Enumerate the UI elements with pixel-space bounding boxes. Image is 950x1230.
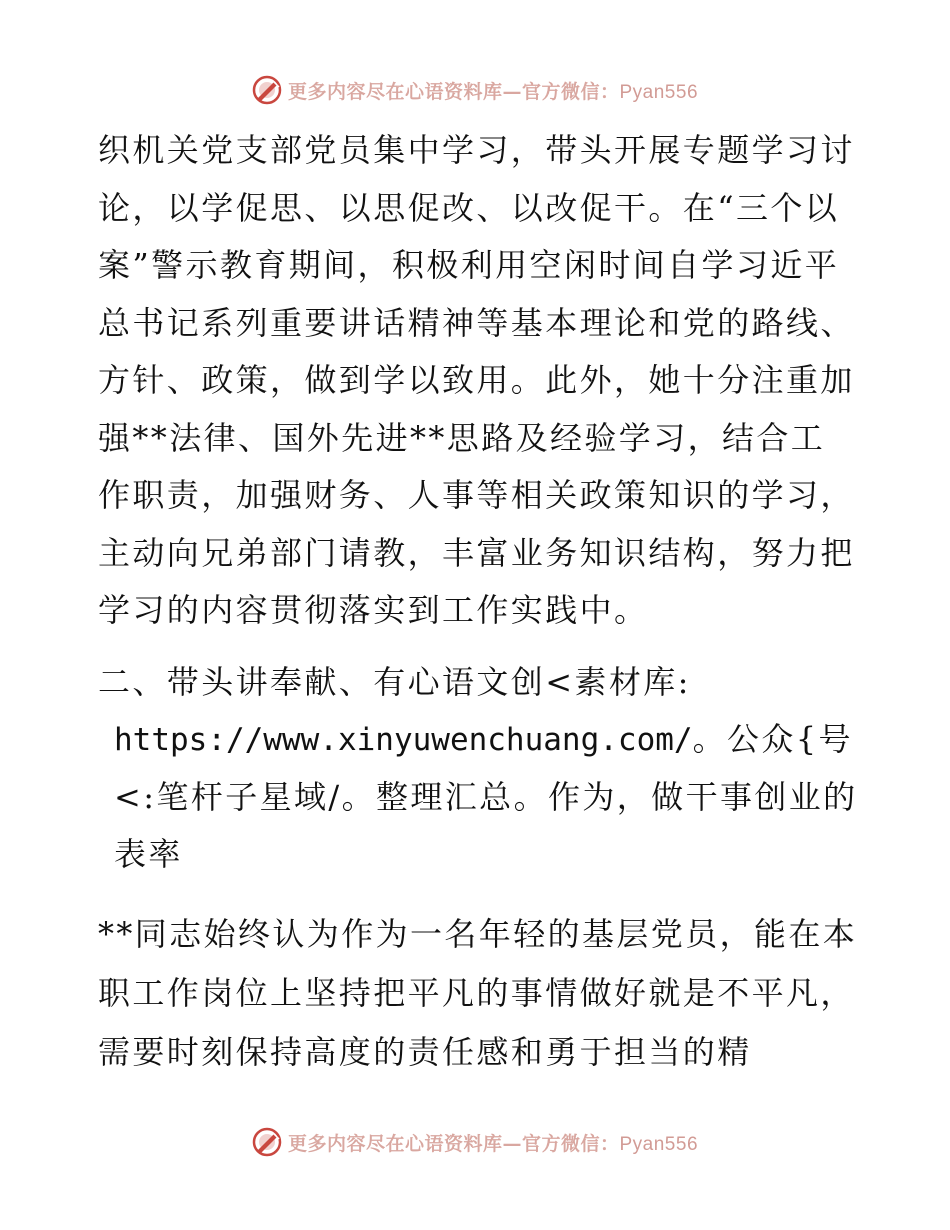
heading-text-continued: 。公众{号<:笔杆子星域/。整理汇总。作为，做干事创业的表率 <box>114 719 858 873</box>
watermark-text: 更多内容尽在心语资料库—官方微信：Pyan556 <box>287 1132 699 1155</box>
heading-text: 二、带头讲奉献、有心语文创<素材库: <box>98 662 691 701</box>
heading-url: https://www.xinyuwenchuang.com/ <box>114 721 693 758</box>
footer-watermark <box>0 1124 950 1160</box>
section-heading <box>98 654 858 883</box>
body-paragraph: 织机关党支部党员集中学习，带头开展专题学习讨论，以学促思、以思促改、以改促干。在“三个以案”警示教育期间，积极利用空闲时间自学习近平总书记系列重要讲话精神等基本理论和党的路线、方针、政策，做到学以致用。此外，她十分注重加强**法律、国外先进**思路及经验学习，结合工作职责，加强财务、人事等相关政策知识的学习，主动向兄弟部门请教，丰富业务知识结构，努力把学习的内容贯彻落实到工作实践中。 <box>98 131 855 629</box>
seal-logo-icon <box>252 75 282 105</box>
watermark-brand: Pyan556 <box>619 1133 699 1155</box>
document-body <box>98 122 858 1082</box>
watermark-text: 更多内容尽在心语资料库—官方微信：Pyan556 <box>287 80 699 103</box>
seal-logo-icon <box>252 1127 282 1157</box>
header-watermark <box>0 72 950 108</box>
watermark-brand: Pyan556 <box>619 81 699 103</box>
body-paragraph: **同志始终认为作为一名年轻的基层党员，能在本职工作岗位上坚持把平凡的事情做好就是不平凡，需要时刻保持高度的责任感和勇于担当的精 <box>98 914 858 1071</box>
